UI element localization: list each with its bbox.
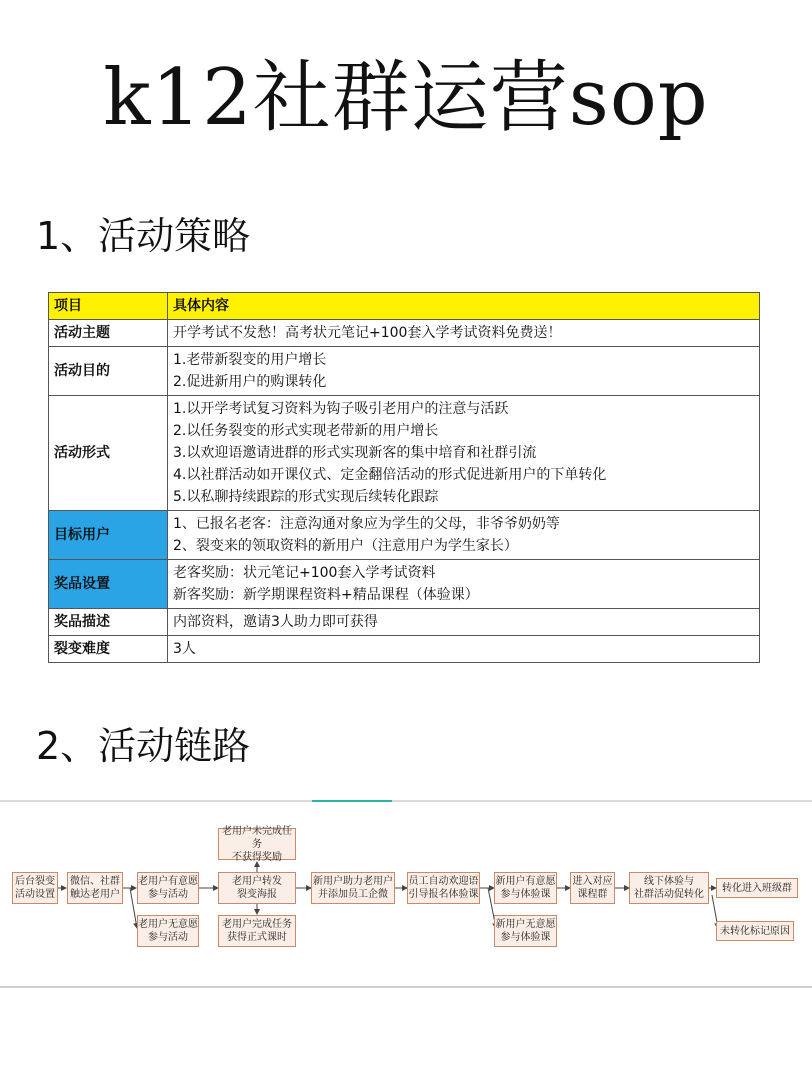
- flow-node: 线下体验与 社群活动促转化: [629, 872, 709, 904]
- flow-node: 新用户助力老用户 并添加员工企微: [311, 872, 395, 904]
- row-content: [168, 320, 760, 347]
- row-line: 新客奖励：新学期课程资料+精品课程（体验课）: [173, 587, 479, 603]
- page-title: k12社群运营sop: [103, 53, 709, 143]
- table-header-content: 具体内容: [168, 293, 760, 320]
- row-key-highlighted: 目标用户: [49, 511, 168, 560]
- row-line: 开学考试不发愁！高考状元笔记+100套入学考试资料免费送！: [173, 325, 562, 341]
- row-key: 奖品描述: [49, 609, 168, 636]
- section-heading-strategy: 1、活动策略: [36, 214, 251, 258]
- flow-node: 转化进入班级群: [716, 878, 798, 898]
- strategy-table: [48, 292, 760, 663]
- row-line: 3.以欢迎语邀请进群的形式实现新客的集中培育和社群引流: [173, 445, 537, 461]
- row-content: [168, 560, 760, 609]
- table-row: [49, 347, 760, 396]
- flow-node: 老用户有意愿 参与活动: [137, 872, 199, 904]
- row-line: 1、已报名老客：注意沟通对象应为学生的父母，非爷爷奶奶等: [173, 516, 560, 532]
- row-line: 2、裂变来的领取资料的新用户（注意用户为学生家长）: [173, 538, 518, 554]
- table-row: [49, 609, 760, 636]
- row-key: 活动主题: [49, 320, 168, 347]
- row-line: 1.以开学考试复习资料为钩子吸引老用户的注意与活跃: [173, 401, 509, 417]
- row-content: [168, 396, 760, 511]
- table-row: [49, 636, 760, 663]
- row-line: 内部资料，邀请3人助力即可获得: [173, 614, 378, 630]
- flow-node: 未转化标记原因: [716, 921, 794, 941]
- table-row: [49, 320, 760, 347]
- table-row: [49, 396, 760, 511]
- row-key: 活动形式: [49, 396, 168, 511]
- row-key: 裂变难度: [49, 636, 168, 663]
- row-key-highlighted: 奖品设置: [49, 560, 168, 609]
- flow-node: 老用户无意愿 参与活动: [137, 915, 199, 947]
- divider-bottom: [0, 986, 812, 988]
- activity-flowchart: [0, 800, 812, 988]
- section-heading-chain: 2、活动链路: [36, 724, 251, 768]
- row-line: 老客奖励：状元笔记+100套入学考试资料: [173, 565, 436, 581]
- row-line: 2.促进新用户的购课转化: [173, 374, 327, 390]
- row-line: 1.老带新裂变的用户增长: [173, 352, 327, 368]
- row-line: 2.以任务裂变的形式实现老带新的用户增长: [173, 423, 439, 439]
- row-content: [168, 609, 760, 636]
- flow-node: 老用户未完成任务 不获得奖励: [218, 828, 296, 860]
- table-row: [49, 560, 760, 609]
- row-content: [168, 636, 760, 663]
- flow-node: 后台裂变 活动设置: [12, 872, 58, 904]
- row-line: 5.以私聊持续跟踪的形式实现后续转化跟踪: [173, 489, 439, 505]
- flow-node: 微信、社群 触达老用户: [67, 872, 123, 904]
- arrow: [130, 888, 137, 928]
- flow-node: 老用户转发 裂变海报: [218, 872, 296, 904]
- flow-node: 员工自动欢迎语 引导报名体验课: [407, 872, 480, 904]
- table-row: [49, 511, 760, 560]
- row-content: [168, 511, 760, 560]
- flow-node: 老用户完成任务 获得正式课时: [218, 915, 296, 947]
- table-header-row: [49, 293, 760, 320]
- row-content: [168, 347, 760, 396]
- row-line: 3人: [173, 641, 196, 657]
- row-line: 4.以社群活动如开课仪式、定金翻倍活动的形式促进新用户的下单转化: [173, 467, 607, 483]
- flow-node: 新用户有意愿 参与体验课: [494, 872, 557, 904]
- flow-node: 新用户无意愿 参与体验课: [494, 915, 557, 947]
- row-key: 活动目的: [49, 347, 168, 396]
- table-header-item: 项目: [49, 293, 168, 320]
- flow-node: 进入对应 课程群: [570, 872, 615, 904]
